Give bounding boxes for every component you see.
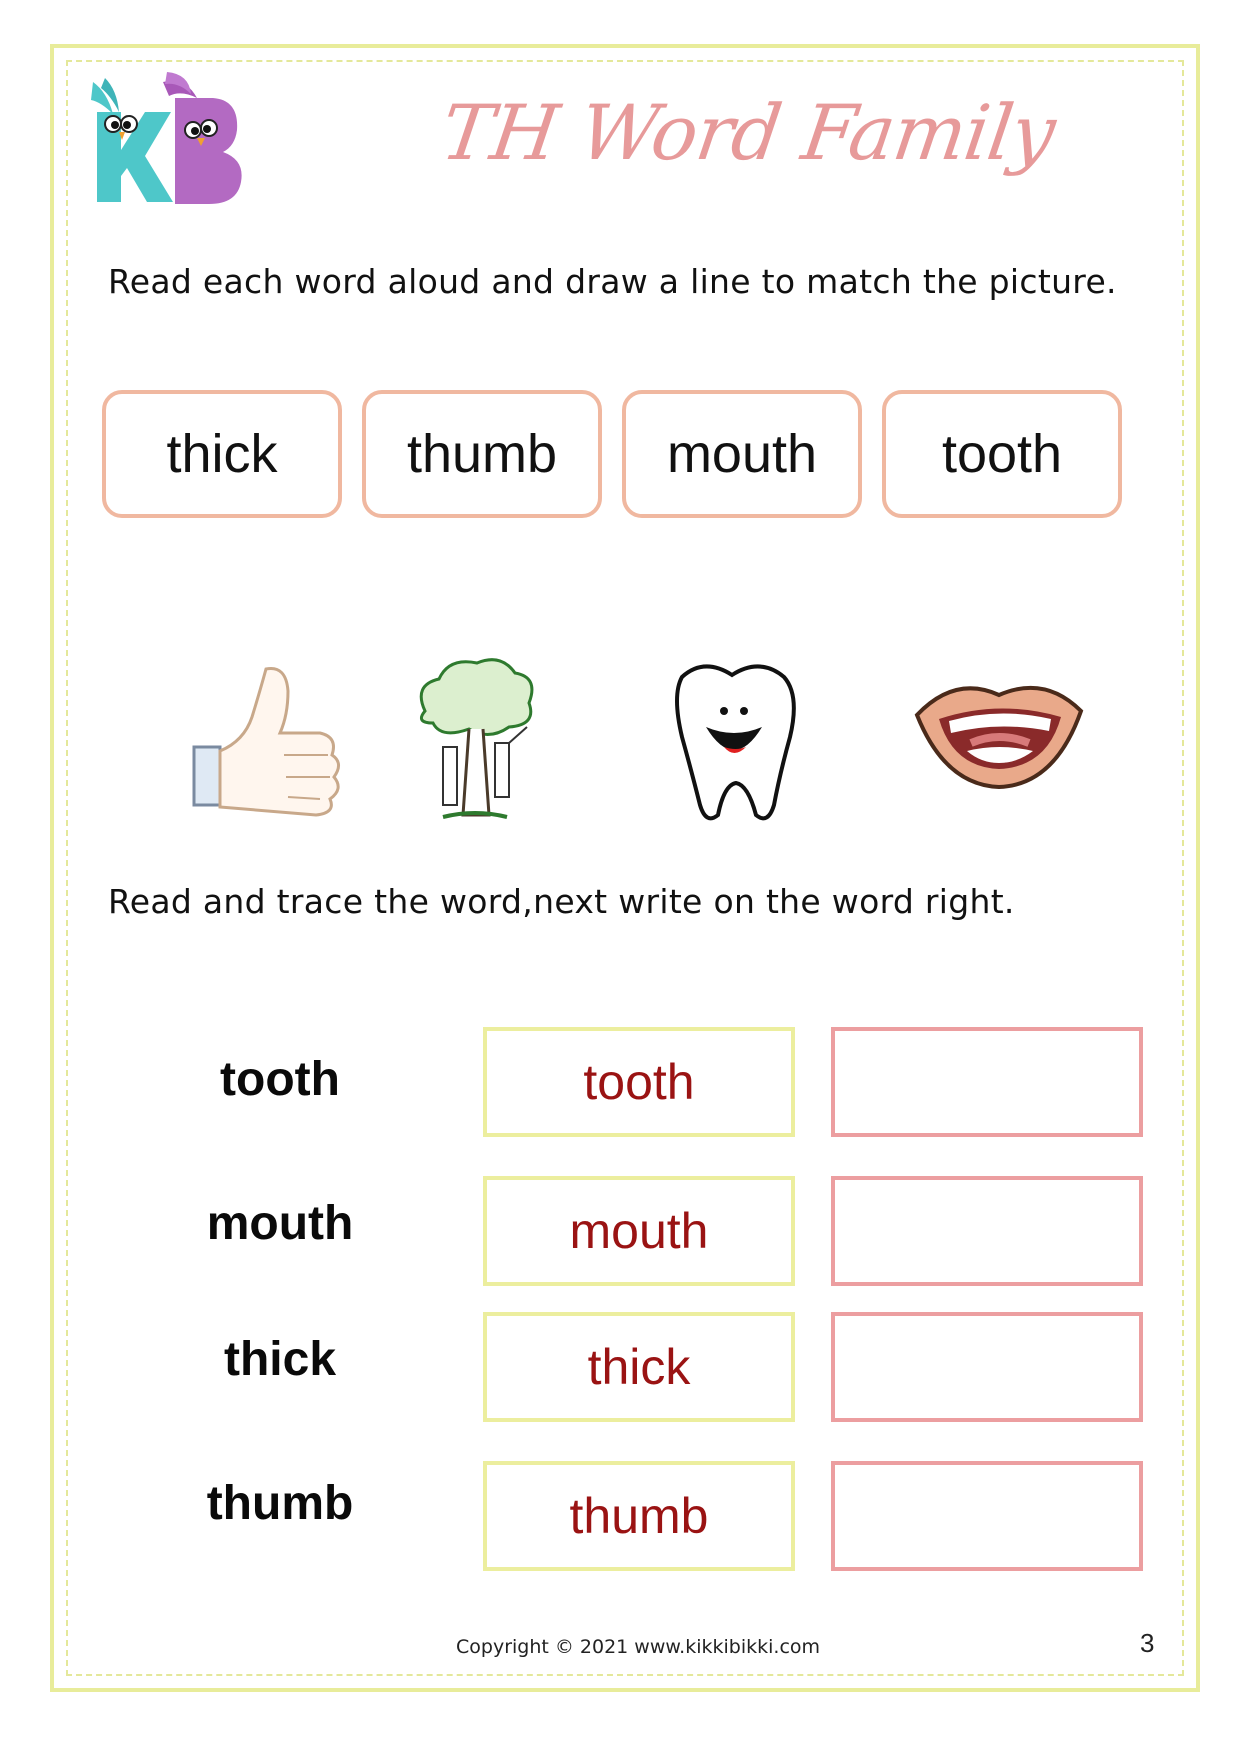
word-card-1: thick xyxy=(102,390,342,518)
tree-icon xyxy=(385,655,575,835)
row-word-1: tooth xyxy=(220,1053,340,1106)
row-word-4: thumb xyxy=(206,1477,354,1530)
word-card-2: thumb xyxy=(362,390,602,518)
page-number: 3 xyxy=(1140,1628,1155,1658)
row-word-3: thick xyxy=(223,1333,337,1386)
page-title: TH Word Family xyxy=(435,88,1060,177)
write-box-1[interactable] xyxy=(831,1027,1143,1137)
write-box-2[interactable] xyxy=(831,1176,1143,1286)
row-word-2: mouth xyxy=(206,1197,354,1250)
mouth-icon xyxy=(905,655,1095,835)
write-box-3[interactable] xyxy=(831,1312,1143,1422)
page-frame-inner xyxy=(66,60,1184,1676)
kb-logo xyxy=(85,72,255,222)
write-box-4[interactable] xyxy=(831,1461,1143,1571)
tooth-icon xyxy=(640,655,830,835)
trace-box-2: mouth xyxy=(483,1176,795,1286)
instruction-trace: Read and trace the word,next write on the word right. xyxy=(108,882,1015,921)
copyright-text: Copyright © 2021 www.kikkibikki.com xyxy=(456,1636,821,1658)
trace-box-3: thick xyxy=(483,1312,795,1422)
word-card-4: tooth xyxy=(882,390,1122,518)
instruction-match: Read each word aloud and draw a line to match the picture. xyxy=(108,262,1117,301)
trace-box-4: thumb xyxy=(483,1461,795,1571)
word-card-3: mouth xyxy=(622,390,862,518)
trace-box-1: tooth xyxy=(483,1027,795,1137)
thumbs-up-icon xyxy=(160,655,350,835)
